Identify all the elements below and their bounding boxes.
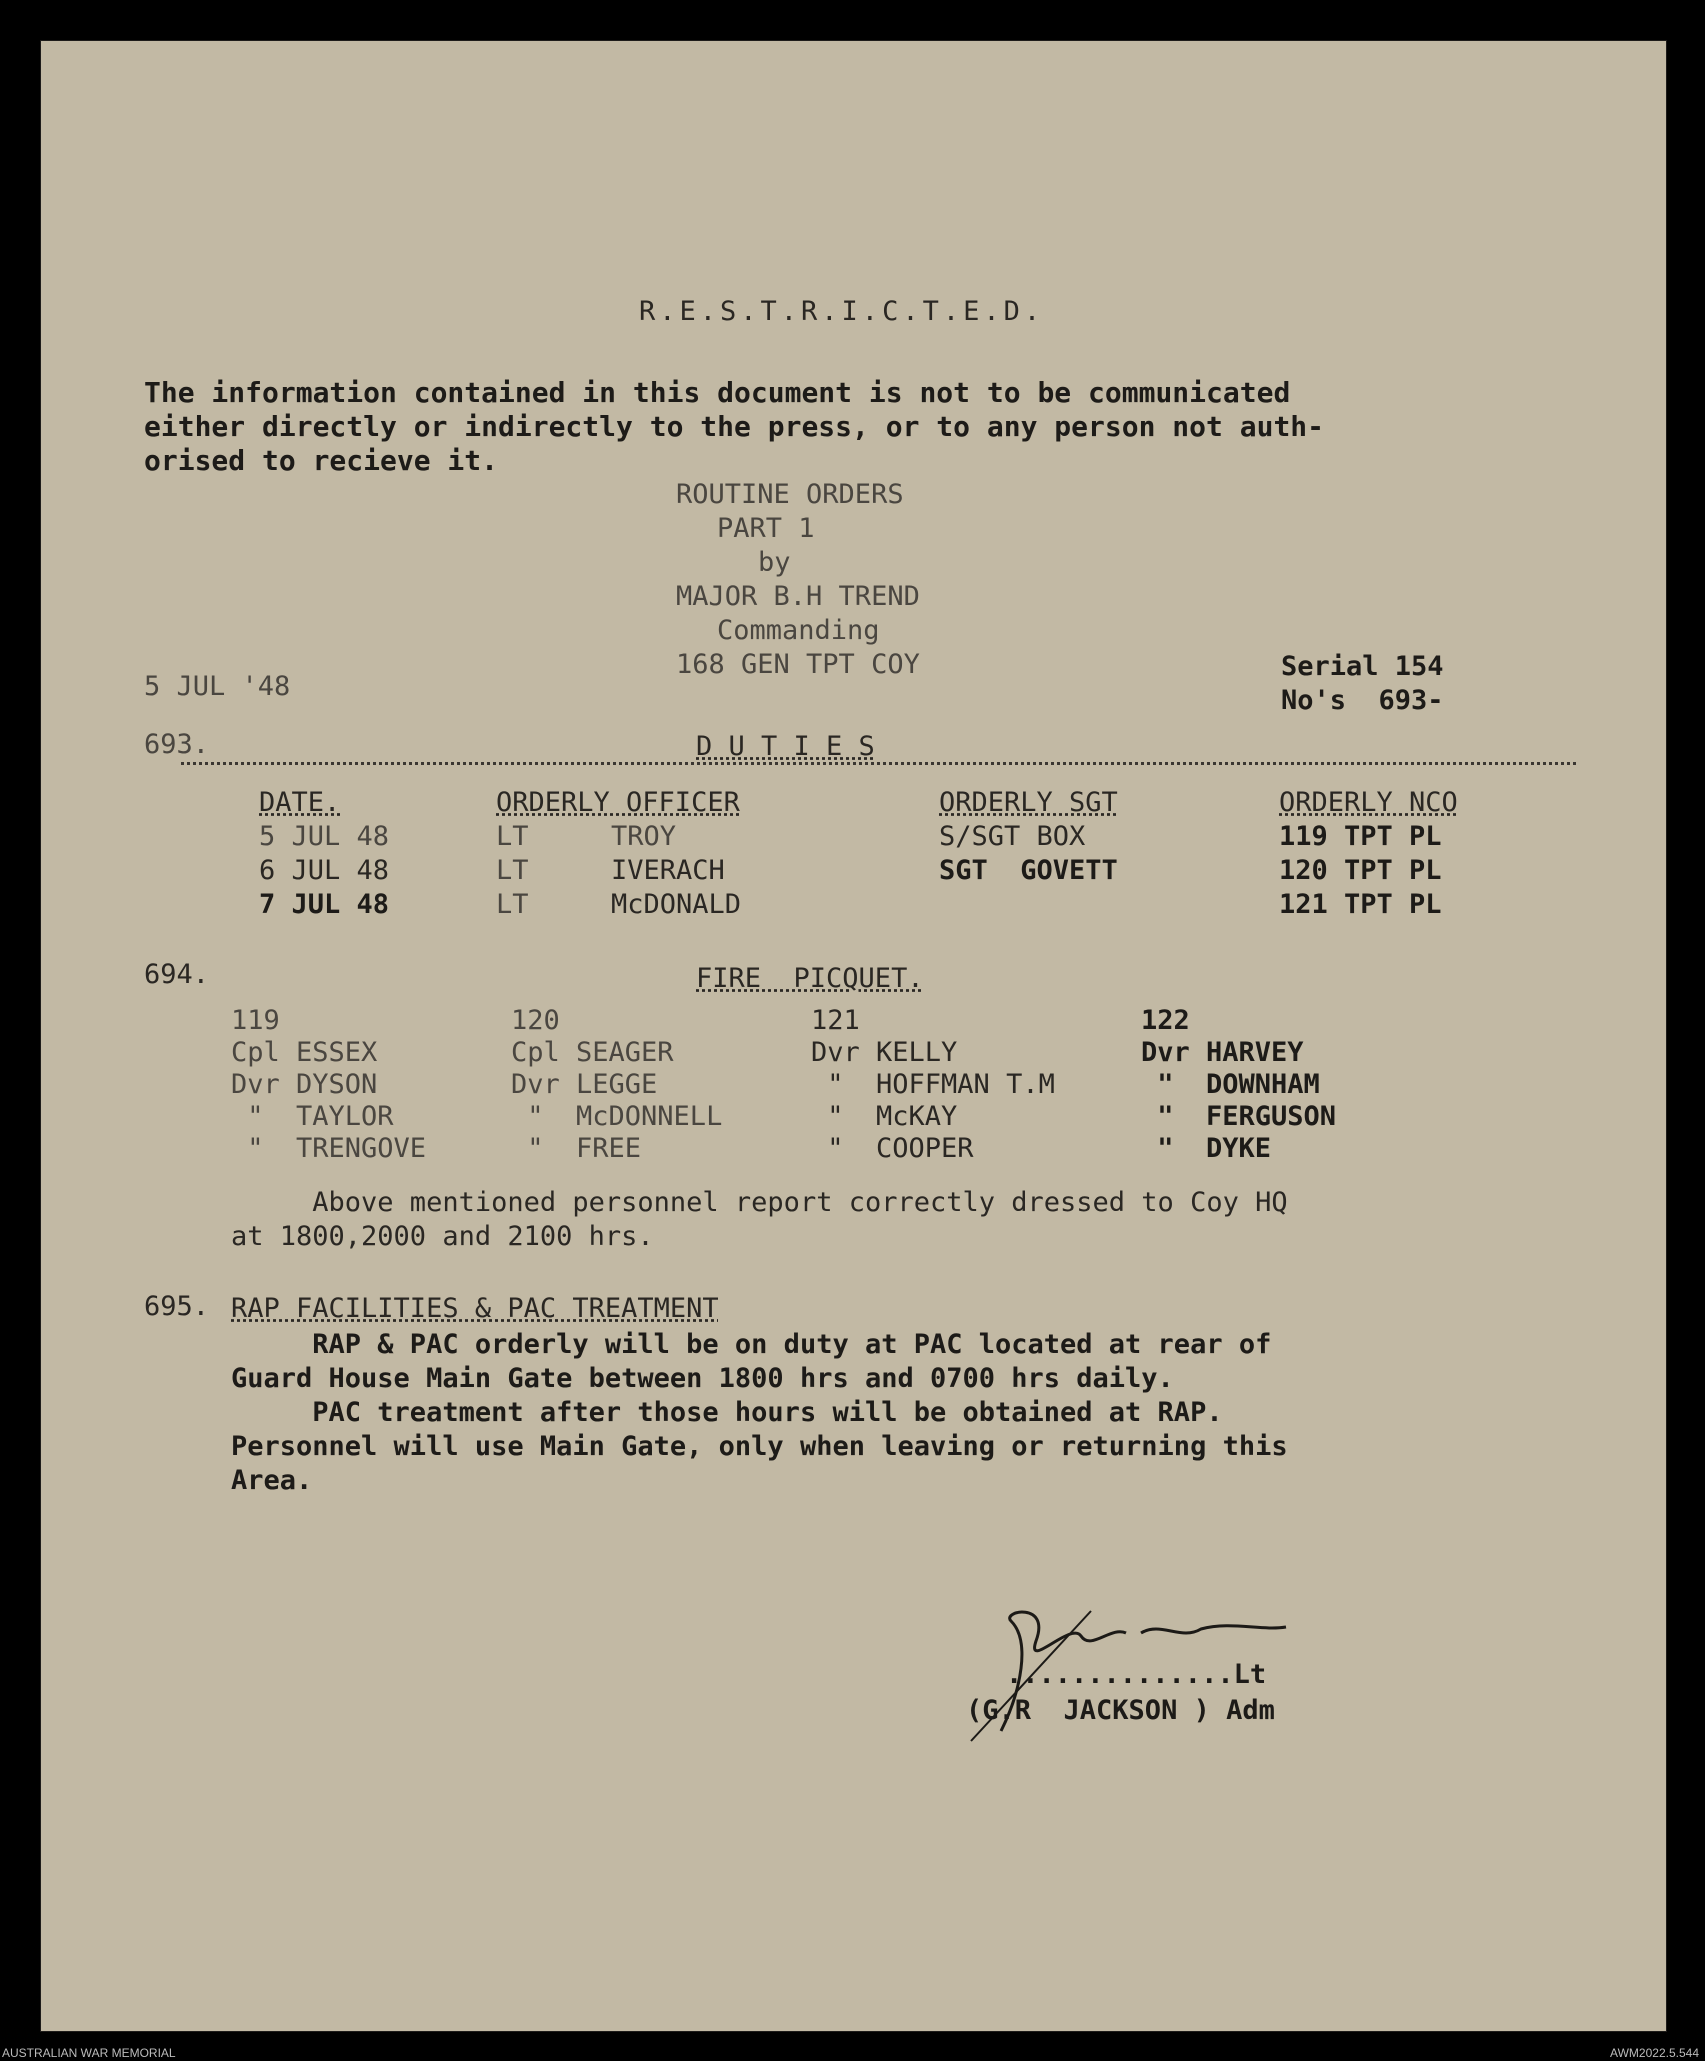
picquet-122-line: " FERGUSON (1141, 1101, 1337, 1132)
picquet-121-line: " COOPER (811, 1133, 974, 1164)
duties-row-date: 7 JUL 48 (259, 889, 390, 920)
duties-row-nco: 120 TPT PL (1279, 855, 1442, 886)
document-page (40, 40, 1667, 2032)
duties-row-nco: 121 TPT PL (1279, 889, 1442, 920)
picquet-119-line: " TAYLOR (231, 1101, 394, 1132)
duties-row-date: 6 JUL 48 (259, 855, 390, 886)
duties-row-rank: LT (496, 855, 529, 886)
notice-line-2: either directly or indirectly to the press, or to any person not auth- (144, 410, 1325, 443)
rap-line-2: Guard House Main Gate between 1800 hrs and 0700 hrs daily. (231, 1363, 1174, 1394)
fire-picquet-heading: FIRE PICQUET. (696, 963, 924, 994)
order-695-number: 695. (144, 1291, 210, 1322)
picquet-121-line: " McKAY (811, 1101, 958, 1132)
picquet-122-pl: 122 (1141, 1005, 1190, 1036)
duties-row-officer: McDONALD (611, 889, 742, 920)
picquet-122-line: " DOWNHAM (1141, 1069, 1320, 1100)
picquet-122-line: Dvr HARVEY (1141, 1037, 1304, 1068)
picquet-120-line: Cpl SEAGER (511, 1037, 674, 1068)
duties-row-officer: TROY (611, 821, 677, 852)
title-unit: 168 GEN TPT COY (676, 649, 920, 680)
duties-heading: D U T I E S (696, 731, 875, 762)
picquet-119-pl: 119 (231, 1005, 280, 1036)
picquet-120-line: Dvr LEGGE (511, 1069, 658, 1100)
duties-header-officer: ORDERLY OFFICER (496, 787, 740, 818)
picquet-120-pl: 120 (511, 1005, 560, 1036)
dotted-divider (181, 762, 1576, 765)
rap-heading: RAP FACILITIES & PAC TREATMENT (231, 1293, 719, 1324)
duties-row-nco: 119 TPT PL (1279, 821, 1442, 852)
footer-institution: AUSTRALIAN WAR MEMORIAL (2, 2046, 176, 2060)
notice-line-1: The information contained in this document is not to be communicated (144, 376, 1291, 409)
order-numbers: No's 693- (1281, 685, 1444, 716)
signatory-name: (G.R JACKSON ) Adm (966, 1695, 1275, 1726)
picquet-note-line-2: at 1800,2000 and 2100 hrs. (231, 1221, 654, 1252)
duties-row-sgt: SGT GOVETT (939, 855, 1118, 886)
duties-row-date: 5 JUL 48 (259, 821, 390, 852)
rap-line-1: RAP & PAC orderly will be on duty at PAC located at rear of (231, 1329, 1272, 1360)
title-routine-orders: ROUTINE ORDERS (676, 479, 904, 510)
duties-header-sgt: ORDERLY SGT (939, 787, 1118, 818)
document-date: 5 JUL '48 (144, 671, 291, 702)
duties-row-rank: LT (496, 821, 529, 852)
order-693-number: 693. (144, 729, 210, 760)
title-commander: MAJOR B.H TREND (676, 581, 920, 612)
rap-line-4: Personnel will use Main Gate, only when leaving or returning this (231, 1431, 1288, 1462)
title-by: by (758, 547, 791, 578)
picquet-120-line: " McDONNELL (511, 1101, 723, 1132)
rap-line-3: PAC treatment after those hours will be obtained at RAP. (231, 1397, 1223, 1428)
notice-line-3: orised to recieve it. (144, 444, 499, 477)
signature-dots-line: ..............Lt (1006, 1659, 1267, 1690)
rap-line-5: Area. (231, 1465, 313, 1496)
duties-header-nco: ORDERLY NCO (1279, 787, 1458, 818)
picquet-121-pl: 121 (811, 1005, 860, 1036)
picquet-120-line: " FREE (511, 1133, 642, 1164)
footer-reference: AWM2022.5.544 (1610, 2046, 1699, 2060)
duties-row-rank: LT (496, 889, 529, 920)
picquet-119-line: " TRENGOVE (231, 1133, 427, 1164)
picquet-note-line-1: Above mentioned personnel report correctly dressed to Coy HQ (231, 1187, 1288, 1218)
duties-row-sgt: S/SGT BOX (939, 821, 1086, 852)
picquet-121-line: " HOFFMAN T.M (811, 1069, 1055, 1100)
title-part: PART 1 (717, 513, 815, 544)
classification-heading: R.E.S.T.R.I.C.T.E.D. (639, 296, 1045, 327)
picquet-119-line: Cpl ESSEX (231, 1037, 378, 1068)
picquet-122-line: " DYKE (1141, 1133, 1272, 1164)
picquet-119-line: Dvr DYSON (231, 1069, 378, 1100)
title-commanding: Commanding (717, 615, 880, 646)
serial-number: Serial 154 (1281, 651, 1444, 682)
duties-row-officer: IVERACH (611, 855, 725, 886)
duties-header-date: DATE. (259, 787, 341, 818)
order-694-number: 694. (144, 959, 210, 990)
picquet-121-line: Dvr KELLY (811, 1037, 958, 1068)
